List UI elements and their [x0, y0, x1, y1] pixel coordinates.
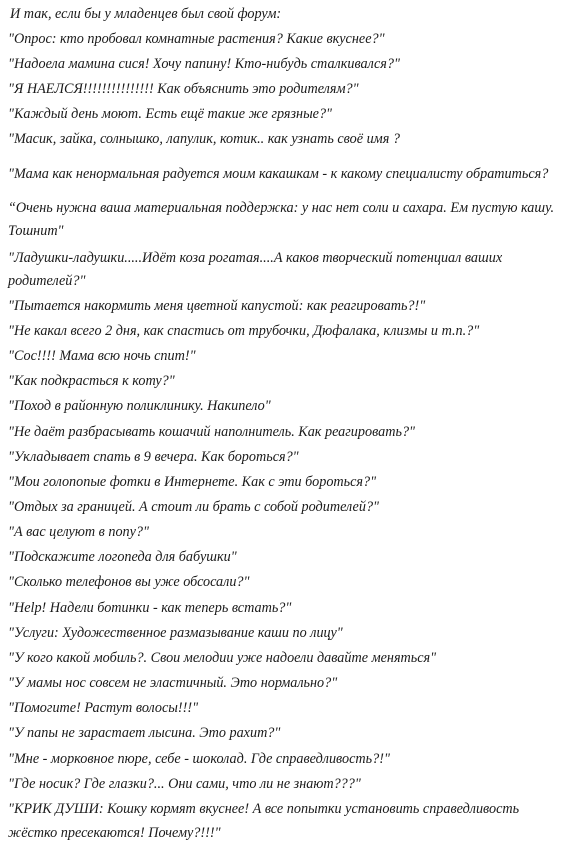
text-line: "Сос!!!! Мама всю ночь спит!" — [8, 348, 196, 364]
intro-line: И так, если бы у младенцев был свой форум: — [10, 6, 282, 22]
text-line: "Help! Надели ботинки - как теперь встать?" — [8, 600, 292, 616]
text-line: "Не какал всего 2 дня, как спастись от трубочки, Дюфалака, клизмы и т.п.?" — [8, 323, 480, 339]
text-line: "Надоела мамина сися! Хочу папину! Кто-нибудь сталкивался?" — [8, 56, 400, 72]
text-line: "Не даёт разбрасывать кошачий наполнитель. Как реагировать?" — [8, 424, 416, 440]
text-line: "Мама как ненормальная радуется моим какашкам - к какому специалисту обратиться? — [8, 166, 549, 182]
text-line: "Мои голопопые фотки в Интернете. Как с эти бороться?" — [8, 474, 377, 490]
text-line: "Мне - морковное пюре, себе - шоколад. Где справедливость?!" — [8, 751, 390, 767]
text-line: "Пытается накормить меня цветной капустой: как реагировать?!" — [8, 298, 426, 314]
text-line: "У папы не зарастает лысина. Это рахит?" — [8, 725, 281, 741]
text-line: "Где носик? Где глазки?... Они сами, что ли не знают???" — [8, 776, 361, 792]
text-line: "А вас целуют в попу?" — [8, 524, 149, 540]
text-line: "Опрос: кто пробовал комнатные растения? Какие вкуснее?" — [8, 31, 385, 47]
text-line: "Каждый день моют. Есть ещё такие же грязные?" — [8, 106, 333, 122]
text-line: "КРИК ДУШИ: Кошку кормят вкуснее! А все попытки установить справедливость — [8, 801, 520, 817]
text-line: "Отдых за границей. А стоит ли брать с собой родителей?" — [8, 499, 379, 515]
text-line: "Услуги: Художественное размазывание каши по лицу" — [8, 625, 343, 641]
text-line: родителей?" — [8, 273, 86, 289]
text-line: "Подскажите логопеда для бабушки" — [8, 549, 237, 565]
text-line: "Помогите! Растут волосы!!!" — [8, 700, 199, 716]
text-line: "Поход в районную поликлинику. Накипело" — [8, 398, 271, 414]
text-line: "У кого какой мобиль?. Свои мелодии уже надоели давайте меняться" — [8, 650, 437, 666]
text-line: "Укладывает спать в 9 вечера. Как бороться?" — [8, 449, 299, 465]
text-line: Тошнит" — [8, 223, 64, 239]
text-line: “Очень нужна ваша материальная поддержка: у нас нет соли и сахара. Ем пустую кашу. — [8, 200, 555, 216]
text-line: "Ладушки-ладушки.....Идёт коза рогатая....А каков творческий потенциал ваших — [8, 250, 503, 266]
text-line: "Масик, зайка, солнышко, лапулик, котик.. как узнать своё имя ? — [8, 131, 400, 147]
text-line: "Сколько телефонов вы уже обсосали?" — [8, 574, 250, 590]
text-line: "Я НАЕЛСЯ!!!!!!!!!!!!!!! Как объяснить это родителям?" — [8, 81, 359, 97]
text-line: "Как подкрасться к коту?" — [8, 373, 175, 389]
text-line: жёстко пресекаются! Почему?!!!" — [8, 825, 221, 841]
text-line: "У мамы нос совсем не эластичный. Это нормально?" — [8, 675, 338, 691]
